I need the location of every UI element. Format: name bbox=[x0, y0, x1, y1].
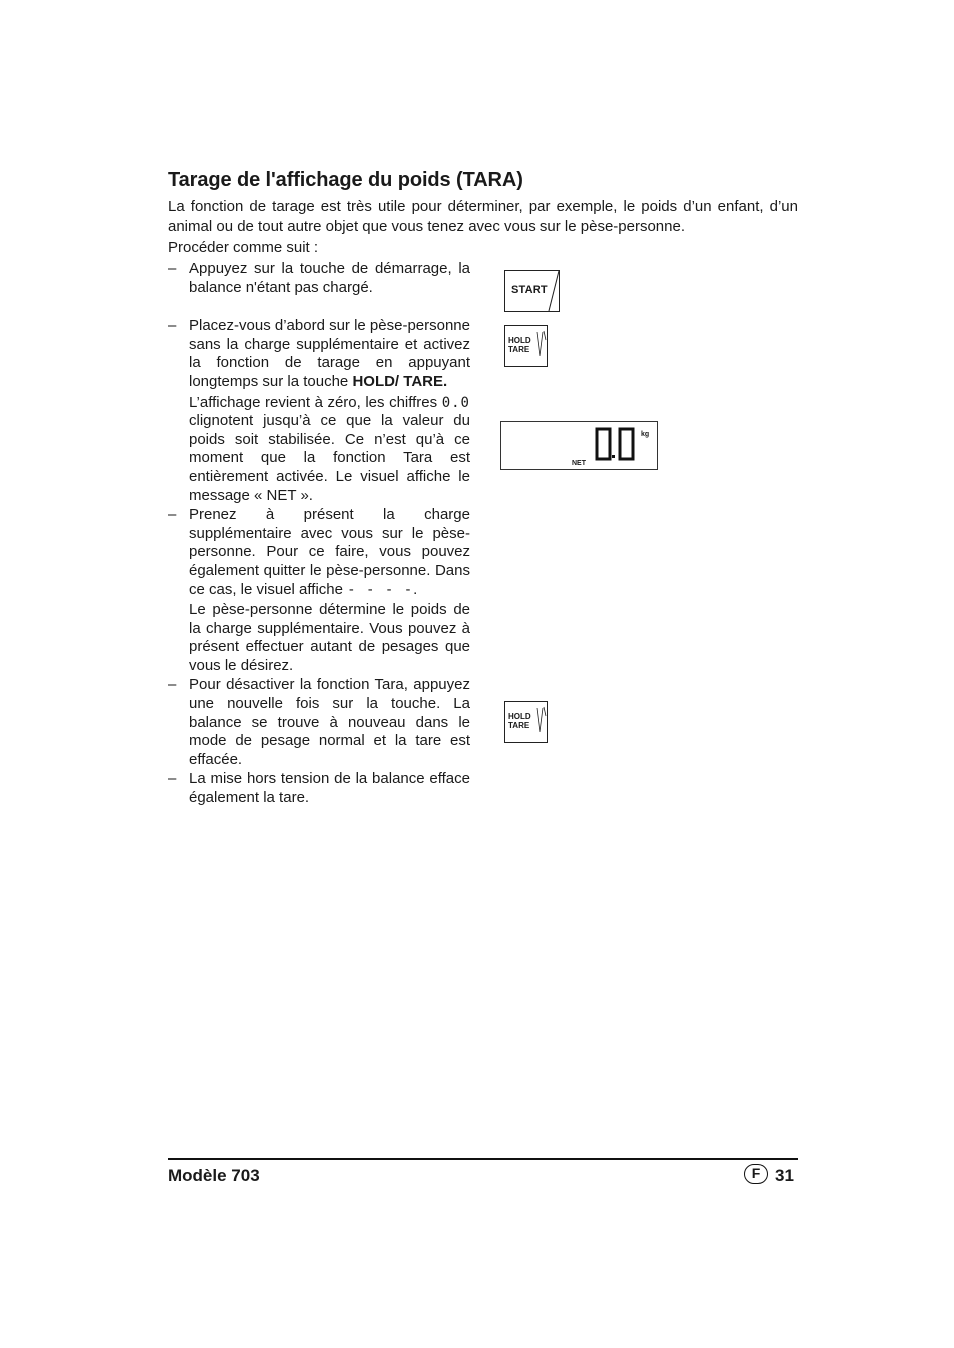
step-charge-text bbox=[189, 506, 470, 599]
page-number: 31 bbox=[775, 1166, 794, 1185]
tare-label: TARE bbox=[508, 721, 530, 730]
hold-tare-key-label bbox=[508, 336, 531, 354]
section-heading: Tarage de l'affichage du poids (TARA) bbox=[168, 169, 523, 191]
list-item-tare bbox=[168, 317, 470, 505]
hold-tare-key-illustration bbox=[504, 325, 548, 367]
hold-label: HOLD bbox=[508, 336, 531, 345]
lcd-digit-zero-left bbox=[597, 429, 610, 459]
step-tare-text-b2: clignotent jusqu’à ce que la valeur du poids soit stabilisée. Ce n’est qu’à ce moment que la fonction Tara est entièrement activée. Le visuel affiche le message « NET ». bbox=[189, 412, 470, 504]
step-charge-continuation: Le pèse-personne détermine le poids de la charge supplémentaire. Vous pouvez à présent effectuer autant de pesages que vous le désirez. bbox=[189, 601, 470, 674]
list-item-deactivate bbox=[168, 676, 470, 769]
list-item-power-off bbox=[168, 770, 470, 807]
hold-label: HOLD bbox=[508, 712, 531, 721]
step-power-off-text: La mise hors tension de la balance efface également la tare. bbox=[189, 770, 470, 807]
list-dash: – bbox=[168, 676, 177, 694]
step-deactivate-text: Pour désactiver la fonction Tara, appuyez une nouvelle fois sur la touche. La balance se trouve à nouveau dans le mode de pesage normal et la tare est effacée. bbox=[189, 676, 470, 768]
step-charge-text-a2: . bbox=[413, 580, 418, 598]
list-dash: – bbox=[168, 506, 177, 524]
footer-divider bbox=[168, 1158, 798, 1160]
step-start-text: Appuyez sur la touche de démarrage, la balance n'étant pas chargé. bbox=[189, 260, 470, 296]
lcd-digit-zero-right bbox=[620, 429, 633, 459]
list-item-start bbox=[168, 260, 470, 297]
hold-tare-key-illustration bbox=[504, 701, 548, 743]
step-tare-text bbox=[189, 317, 470, 391]
instruction-list bbox=[168, 260, 470, 808]
list-dash: – bbox=[168, 317, 177, 335]
step-tare-text-b1: L’affichage revient à zéro, les chiffres bbox=[189, 393, 442, 411]
lcd-display-illustration bbox=[500, 421, 658, 470]
procedure-intro: Procéder comme suit : bbox=[168, 239, 319, 256]
lcd-net-indicator: NET bbox=[572, 460, 586, 467]
start-key-label: START bbox=[511, 284, 548, 296]
step-tare-continuation bbox=[189, 394, 470, 506]
list-dash: – bbox=[168, 770, 177, 788]
step-tare-text-a: Placez-vous d’abord sur le pèse-personne sans la charge supplémentaire et activez la fonction de tarage en appuyant longtemps sur la touche bbox=[189, 317, 470, 390]
hold-tare-key-name: HOLD/ TARE. bbox=[352, 372, 448, 390]
list-dash: – bbox=[168, 260, 177, 277]
intro-paragraph: La fonction de tarage est très utile pour déterminer, par exemple, le poids d’un enfant, d’un animal ou de tout autre objet que vous tenez avec vous sur le pèse-personne. bbox=[168, 198, 798, 235]
step-charge-text-a1: Prenez à présent la charge supplémentaire avec vous sur le pèse-personne. Pour ce faire, vous pouvez également quitter le pèse-personne. Dans ce cas, le visuel affiche bbox=[189, 506, 470, 598]
start-key-illustration bbox=[504, 270, 560, 312]
language-badge: F bbox=[744, 1164, 768, 1184]
tare-label: TARE bbox=[508, 345, 530, 354]
blinking-digits-glyph: 0.0 bbox=[441, 394, 470, 411]
hold-tare-key-label bbox=[508, 712, 531, 730]
display-dashes-glyph: - - - - bbox=[347, 581, 414, 598]
lcd-decimal-point bbox=[612, 455, 615, 458]
footer-model-name: Modèle 703 bbox=[168, 1166, 260, 1185]
lcd-unit-kg: kg bbox=[641, 431, 650, 438]
list-item-charge bbox=[168, 506, 470, 675]
